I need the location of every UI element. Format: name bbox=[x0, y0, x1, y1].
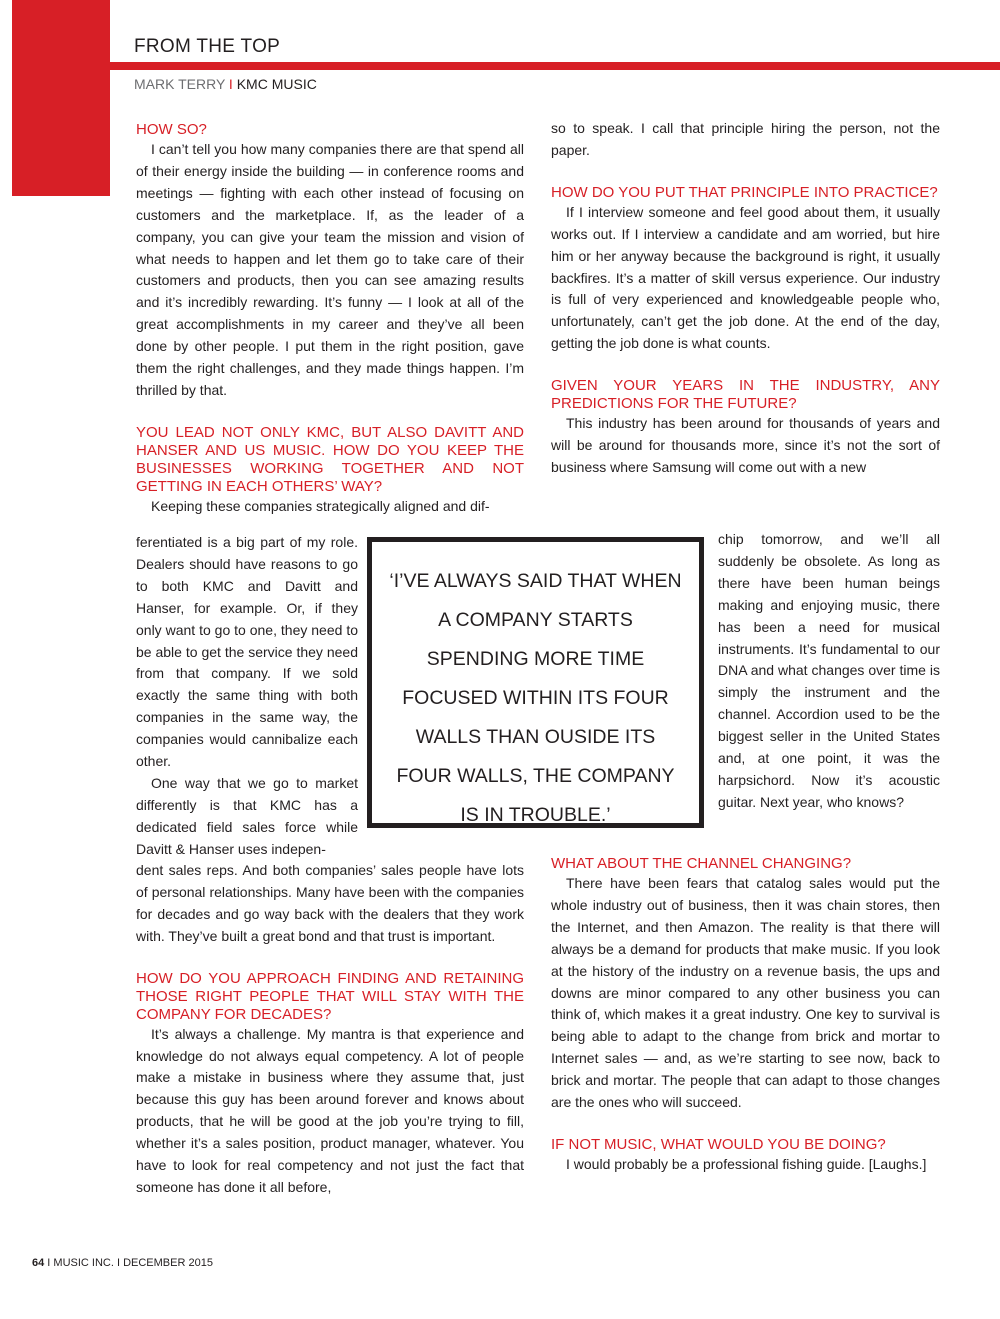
byline-separator: I bbox=[228, 76, 233, 92]
answer-paragraph: Keeping these companies strategically aligned and dif- bbox=[151, 497, 490, 514]
answer-paragraph: If I interview someone and feel good about them, it usually works out. If I interview a candidate and am worried, but hire him or her anyway because the background is right, it usually backfires. It’s a matter of skill versus experience. Our industry is full of very experienced and knowledgeable people who, unfortunately, can’t get the job done. At the end of the day, getting the job done is what counts. bbox=[551, 203, 940, 352]
left-column-narrow bbox=[136, 532, 358, 861]
page-footer bbox=[32, 1257, 213, 1269]
byline-author: MARK TERRY bbox=[134, 76, 226, 92]
answer-paragraph: ferentiated is a big part of my role. Dealers should have reasons to go to both KMC and Davitt and Hanser, for example. Or, if they only want to go to one, they need to be able to get the service they need from that company. If we sold exactly the same thing with both companies in the same way, the companies would cannibalize each other. bbox=[136, 534, 358, 770]
answer-paragraph: One way that we go to market differently is that KMC has a dedicated field sales force while Davitt & Hanser uses indepen- bbox=[136, 774, 358, 857]
byline-company: KMC MUSIC bbox=[236, 76, 317, 92]
answer-paragraph: It’s always a challenge. My mantra is that experience and knowledge do not always equal competency. A lot of people make a mistake in business where they assume that, just because this guy has been around forever and knows about products, that he will be good at the job you’re trying to fill, whether it’s a sales position, product manager, whatever. You have to look for real competency and not just the fact that someone has done it all before, bbox=[136, 1025, 524, 1195]
pull-quote-text: ‘I’VE ALWAYS SAID THAT WHEN A COMPANY STARTS SPENDING MORE TIME FOCUSED WITHIN ITS FOUR WALLS THAN OUSIDE ITS FOUR WALLS, THE COMPANY IS IN TROUBLE.’ bbox=[389, 570, 682, 826]
right-column-upper bbox=[551, 118, 940, 479]
header-rule bbox=[110, 62, 1000, 70]
answer-paragraph: There have been fears that catalog sales would put the whole industry out of business, then it was chain stores, then the Internet, and then Amazon. The reality is that there will always be a demand for products that make music. If you look at the history of the industry on a revenue basis, the ups and downs are minor compared to any other business you can think of, which makes it a great industry. One key to survival is being able to adapt to the change from brick and mortar to Internet sales — and, as we’re starting to see now, back to brick and mortar. The people that can adapt to those changes are the ones who will succeed. bbox=[551, 875, 940, 1111]
answer-paragraph: This industry has been around for thousands of years and will be around for thousands more, since it’s not the sort of business where Samsung will come out with a new bbox=[551, 415, 940, 475]
section-color-tab bbox=[12, 0, 110, 196]
question-heading: HOW DO YOU PUT THAT PRINCIPLE INTO PRACTICE? bbox=[551, 183, 938, 201]
answer-paragraph: I can’t tell you how many companies there are that spend all of their energy inside the building — in conference rooms and meetings — fighting with each other instead of focusing on customers and the marketplace. If, as the leader of a company, you can give your team the mission and vision of what needs to happen and let them go to take care of their customers and products, then you can see amazing results and it’s incredibly rewarding. It’s funny — I look at all of the great accomplishments in my career and they’ve all been done by other people. I put them in the right position, gave them the right challenges, and they made things happen. I’m thrilled by that. bbox=[136, 141, 524, 398]
answer-paragraph: so to speak. I call that principle hiring the person, not the paper. bbox=[551, 120, 940, 158]
question-heading: YOU LEAD NOT ONLY KMC, BUT ALSO DAVITT AND HANSER AND US MUSIC. HOW DO YOU KEEP THE BUSINESSES WORKING TOGETHER AND NOT GETTING IN EACH OTHERS’ WAY? bbox=[136, 423, 524, 495]
answer-paragraph: dent sales reps. And both companies’ sales people have lots of personal relationships. Many have been with the companies for decades and go way back with the dealers that they work with. They’ve built a great bond and that trust is important. bbox=[136, 862, 524, 944]
left-column-lower bbox=[136, 860, 524, 1199]
answer-paragraph: chip tomorrow, and we’ll all suddenly be obsolete. As long as there have been human beings making and enjoying music, there has been a need for musical instruments. It’s fundamental to our DNA and what changes over time is simply the instrument and the channel. Accordion used to be the biggest seller in the United States and, at one point, it was the harpsichord. Now it’s acoustic guitar. Next year, who knows? bbox=[718, 531, 940, 810]
pull-quote-box bbox=[367, 537, 704, 828]
question-heading: IF NOT MUSIC, WHAT WOULD YOU BE DOING? bbox=[551, 1135, 886, 1153]
question-heading: WHAT ABOUT THE CHANNEL CHANGING? bbox=[551, 855, 852, 872]
answer-paragraph: I would probably be a professional fishing guide. [Laughs.] bbox=[566, 1155, 927, 1172]
question-heading: HOW DO YOU APPROACH FINDING AND RETAINING THOSE RIGHT PEOPLE THAT WILL STAY WITH THE COMPANY FOR DECADES? bbox=[136, 969, 524, 1023]
question-heading: GIVEN YOUR YEARS IN THE INDUSTRY, ANY PREDICTIONS FOR THE FUTURE? bbox=[551, 377, 940, 413]
section-title: FROM THE TOP bbox=[134, 36, 281, 57]
page-number: 64 bbox=[32, 1257, 45, 1269]
right-column-lower bbox=[551, 855, 940, 1176]
byline bbox=[134, 76, 317, 92]
right-column-narrow bbox=[718, 529, 940, 814]
publication-info: I MUSIC INC. I DECEMBER 2015 bbox=[44, 1257, 213, 1269]
left-column-upper bbox=[136, 121, 524, 518]
question-heading: HOW SO? bbox=[136, 121, 207, 138]
